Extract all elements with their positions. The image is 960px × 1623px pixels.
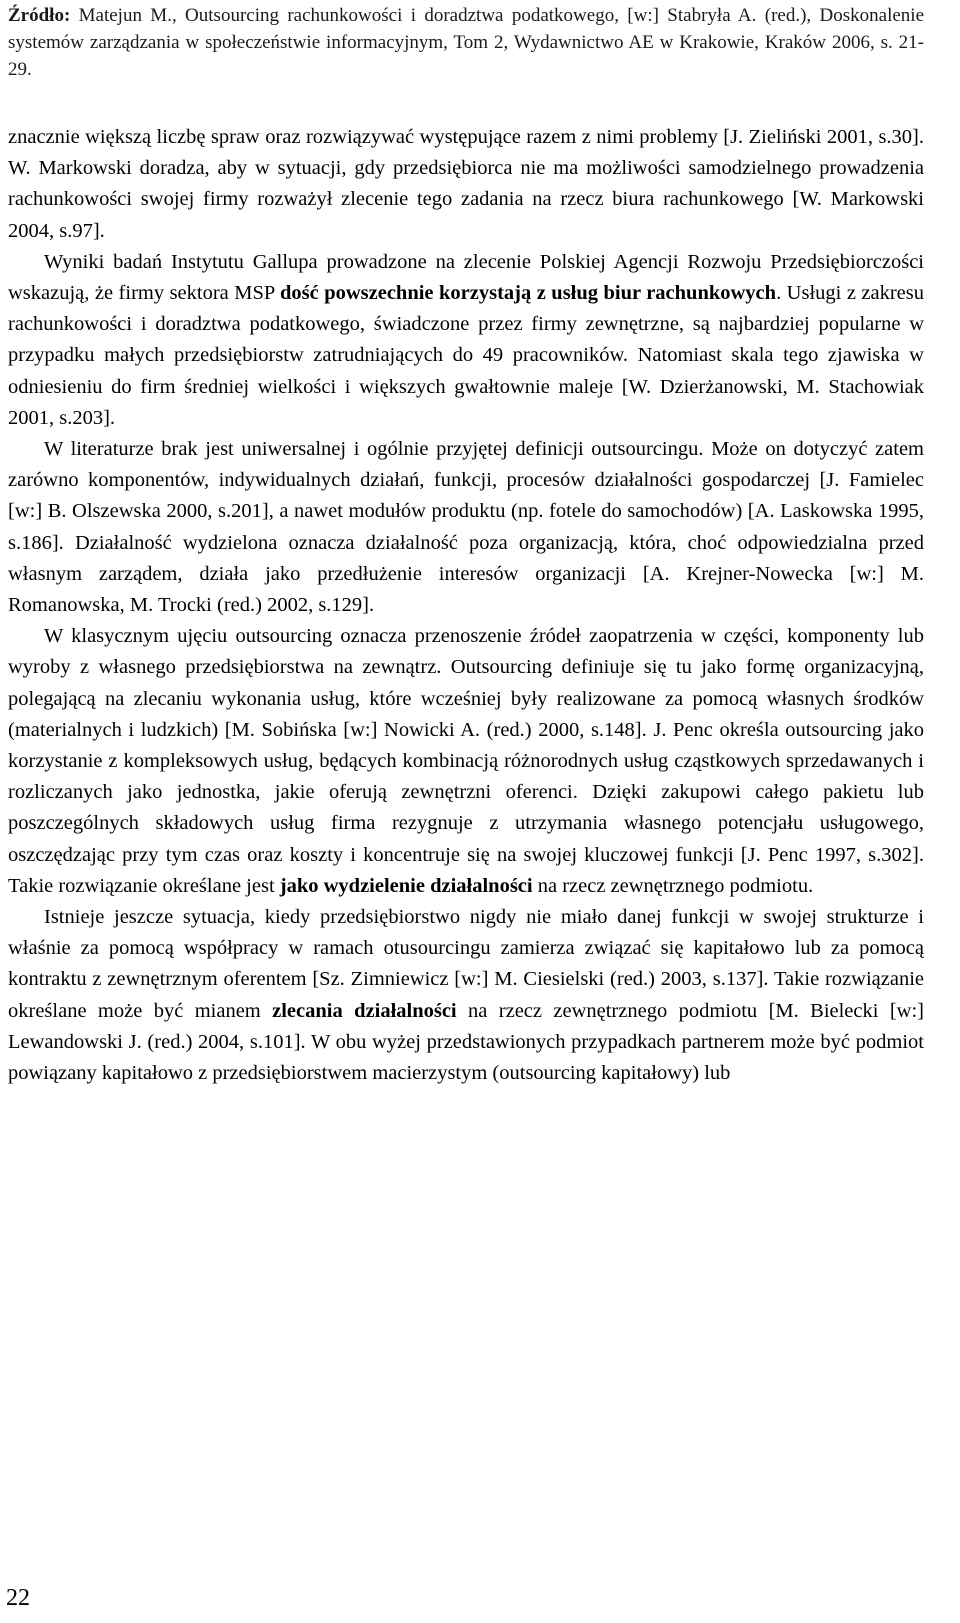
source-note-citation: Matejun M., Outsourcing rachunkowości i doradztwa podatkowego, [w:] Stabryła A. (red.), Doskonalenie systemów zarządzania w społeczeństwie informacyjnym, Tom 2, Wydawnictwo AE w Krakowie, Kraków 2006, s. 21-29. (8, 5, 924, 80)
paragraph-text: . Usługi z zakresu rachunkowości i doradztwa podatkowego, świadczone przez firmy zewnętrzne, są najbardziej popularne w przypadku małych przedsiębiorstw zatrudniających do 49 pracowników. Natomiast skala tego zjawiska w odniesieniu do firm średniej wielkości i większych gwałtownie maleje [W. Dzierżanowski, M. Stachowiak 2001, s.203]. (8, 282, 924, 429)
paragraph-text: znacznie większą liczbę spraw oraz rozwiązywać występujące razem z nimi problemy [J. Zieliński 2001, s.30]. W. Markowski doradza, aby w sytuacji, gdy przedsiębiorca nie ma możliwości samodzielnego prowadzenia rachunkowości swojej firmy rozważył zlecenie tego zadania na rzecz biura rachunkowego [W. Markowski 2004, s.97]. (8, 126, 924, 242)
paragraph-continuation (8, 122, 924, 247)
paragraph-text: na rzecz zewnętrznego podmiotu. (532, 874, 814, 897)
emphasis-text: jako wydzielenie działalności (279, 874, 533, 897)
source-note-lead: Źródło: (8, 5, 71, 26)
paragraph-text: Istnieje jeszcze sytuacja, kiedy przedsiębiorstwo nigdy nie miało danej funkcji w swojej strukturze i właśnie za pomocą współpracy w ramach otusourcingu zamierza związać się kapitałowo lub za pomocą kontraktu z zewnętrznym oferentem [Sz. Zimniewicz [w:] M. Ciesielski (red.) 2003, s.137]. Takie rozwiązanie określane może być mianem (8, 906, 924, 1022)
paragraph-outsourcing-definition (8, 434, 924, 621)
body-text (8, 122, 924, 1089)
paragraph-text: na rzecz zewnętrznego podmiotu [M. Bielecki [w:] Lewandowski J. (red.) 2004, s.101]. W obu wyżej przedstawionych przypadkach partnerem może być podmiot powiązany kapitałowo z przedsiębiorstwem macierzystym (outsourcing kapitałowy) lub (8, 999, 924, 1085)
page-number: 22 (6, 1585, 30, 1611)
paragraph-text: W literaturze brak jest uniwersalnej i ogólnie przyjętej definicji outsourcingu. Może on dotyczyć zatem zarówno komponentów, indywidualnych działań, funkcji, procesów działalności gospodarczej [J. Famielec [w:] B. Olszewska 2000, s.201], a nawet modułów produktu (np. fotele do samochodów) [A. Laskowska 1995, s.186]. Działalność wydzielona oznacza działalność poza organizacją, która, choć odpowiedzialna przed własnym zarządem, działa jako przedłużenie interesów organizacji [A. Krejner-Nowecka [w:] M. Romanowska, M. Trocki (red.) 2002, s.129]. (8, 438, 924, 617)
document-page (8, 0, 924, 1089)
emphasis-text: zlecania działalności (272, 999, 457, 1022)
paragraph-gallup-research (8, 247, 924, 434)
paragraph-text: Wyniki badań Instytutu Gallupa prowadzone na zlecenie Polskiej Agencji Rozwoju Przedsiębiorczości wskazują, że firmy sektora MSP (8, 250, 924, 305)
paragraph-capital-outsourcing (8, 902, 924, 1089)
paragraph-classical-outsourcing (8, 621, 924, 902)
paragraph-text: W klasycznym ujęciu outsourcing oznacza przenoszenie źródeł zaopatrzenia w części, komponenty lub wyroby z własnego przedsiębiorstwa na zewnątrz. Outsourcing definiuje się tu jako formę organizacyjną, polegającą na zlecaniu wykonania usług, które wcześniej były realizowane za pomocą własnych środków (materialnych i ludzkich) [M. Sobińska [w:] Nowicki A. (red.) 2000, s.148]. J. Penc określa outsourcing jako korzystanie z kompleksowych usług, będących kombinacją różnorodnych usług cząstkowych sprzedawanych i rozliczanych jako jednostka, jakie oferują zewnętrzni oferenci. Dzięki zakupowi całego pakietu lub poszczególnych składowych usług firma rezygnuje z utrzymania własnego potencjału usługowego, oszczędzając przy tym czas oraz koszty i koncentruje się na swojej kluczowej funkcji [J. Penc 1997, s.302]. Takie rozwiązanie określane jest (8, 625, 924, 897)
source-note (8, 0, 924, 83)
emphasis-text: dość powszechnie korzystają z usług biur rachunkowych (280, 282, 777, 305)
